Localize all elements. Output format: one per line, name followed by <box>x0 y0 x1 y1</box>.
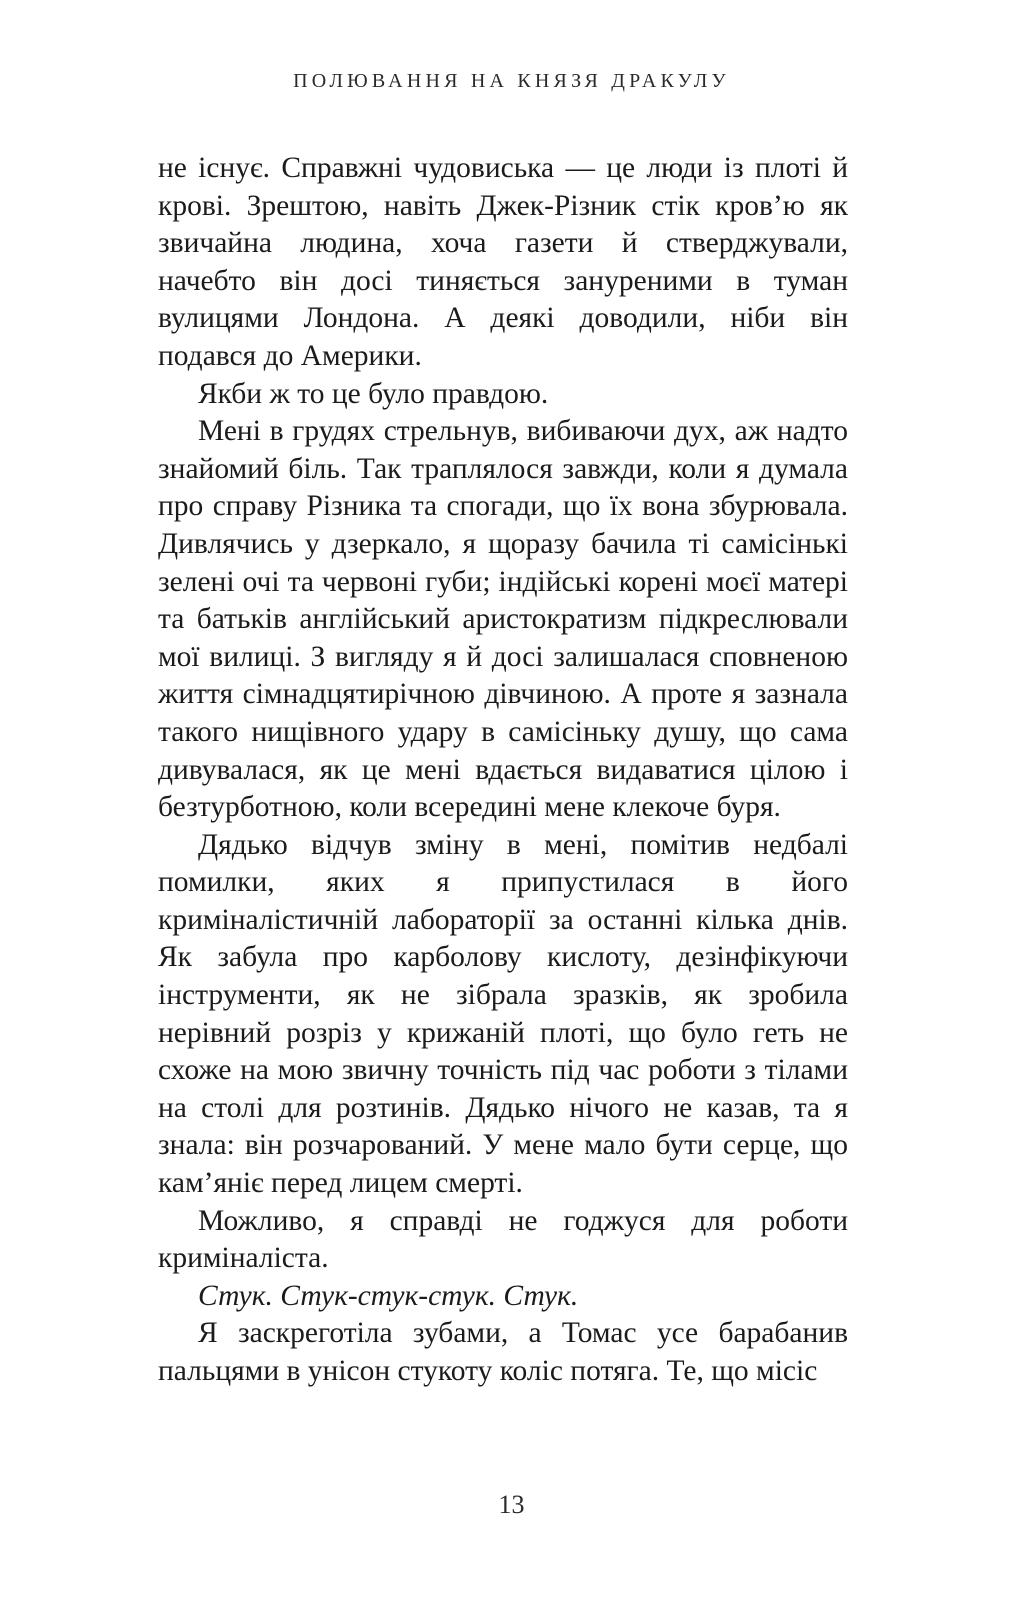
running-head: ПОЛЮВАННЯ НА КНЯЗЯ ДРАКУЛУ <box>293 70 730 92</box>
paragraph-2: Якби ж то це було правдою. <box>198 377 549 410</box>
paragraph-7: Я заскреготіла зубами, а Томас усе барабанив пальцями в унісон стукоту коліс потяга. Те, що місіс <box>158 1317 848 1387</box>
paragraph-5: Можливо, я справді не годжуся для роботи криміналіста. <box>158 1204 848 1275</box>
paragraph-6-italic: Стук. Стук-стук-стук. Стук. <box>198 1279 579 1312</box>
paragraph-1: не існує. Справжні чудовиська — це люди із плоті й крові. Зрештою, навіть Джек-Різник стік кров’ю як звичайна людина, хоча газети й стверджували, начебто він досі тиняється зануреними в туман вулицями Лондона. А деякі доводили, ніби він подався до Америки. <box>158 152 848 372</box>
paragraph-3: Мені в грудях стрельнув, вибиваючи дух, аж надто знайомий біль. Так траплялося завжди, коли я думала про справу Різника та спогади, що їх вона збурювала. Дивлячись у дзеркало, я щоразу бачила ті самісінькі зелені очі та червоні губи; індійські корені моєї матері та батьків англійський аристократизм підкреслювали мої вилиці. З вигляду я й досі залишалася сповненою життя сімнадцятирічною дівчиною. А проте я зазнала такого нищівного удару в самісіньку душу, що сама дивувалася, як це мені вдається видаватися цілою і безтурботною, коли всередині мене клекоче буря. <box>158 415 848 824</box>
page-number: 13 <box>498 1490 525 1519</box>
body-text <box>158 150 848 1391</box>
paragraph-4: Дядько відчув зміну в мені, помітив недбалі помилки, яких я припустилася в його криміналістичній лабораторії за останні кілька днів. Як забула про карболову кислоту, дезінфікуючи інструменти, як не зібрала зразків, як зробила нерівний розріз у крижаній плоті, що було геть не схоже на мою звичну точність під час роботи з тілами на столі для розтинів. Дядько нічого не казав, та я знала: він розчарований. У мене мало бути серце, що кам’яніє перед лицем смерті. <box>158 828 848 1200</box>
